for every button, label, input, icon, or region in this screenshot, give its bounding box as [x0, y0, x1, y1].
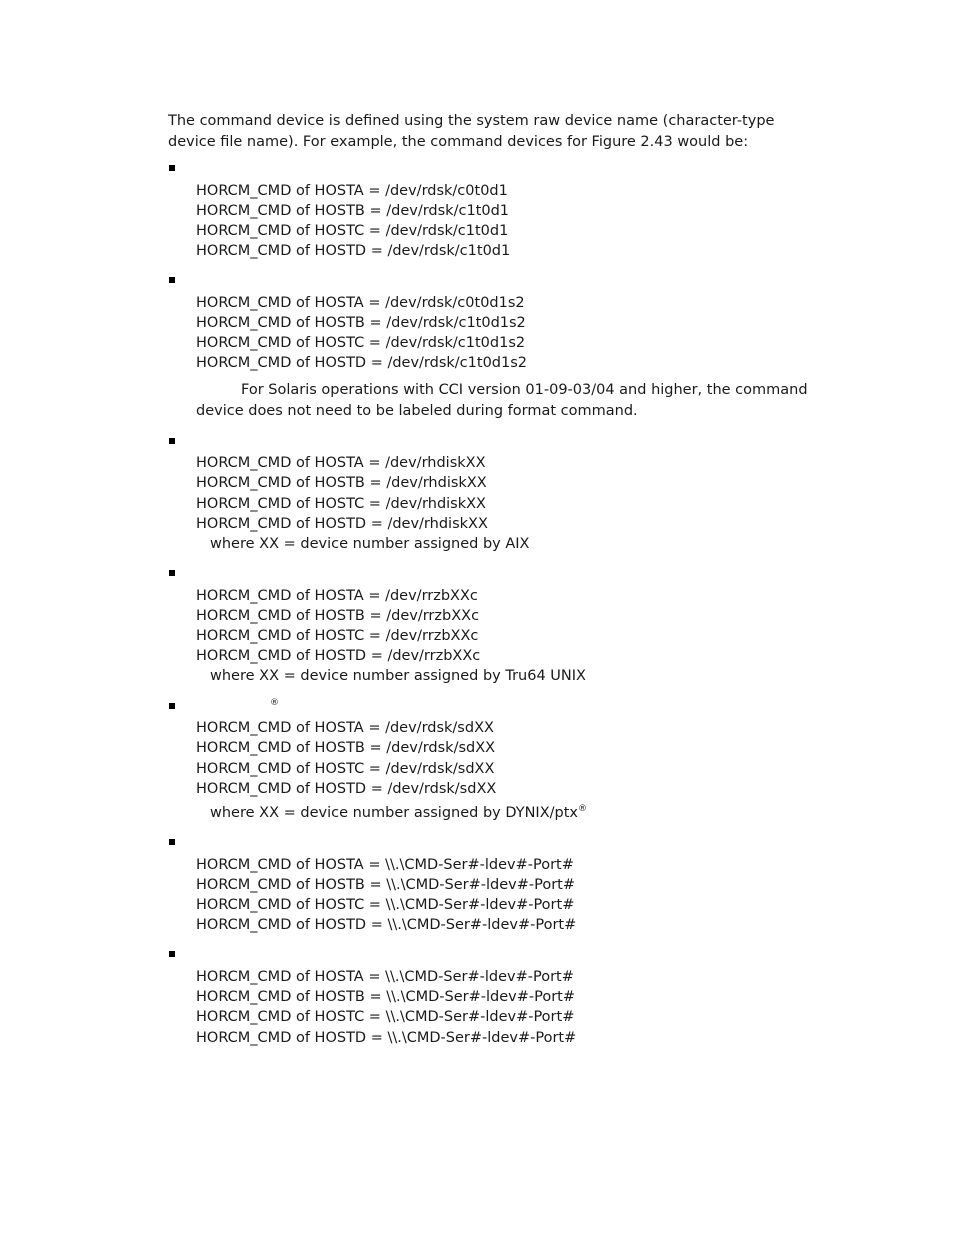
- command-line: HORCM_CMD of HOSTC = \\.\CMD-Ser#-ldev#-Port#: [196, 897, 575, 914]
- command-line: HORCM_CMD of HOSTB = \\.\CMD-Ser#-ldev#-Port#: [196, 989, 576, 1006]
- list-item: [168, 698, 808, 824]
- list-item-heading: [196, 565, 808, 586]
- list-item-heading: [196, 433, 808, 454]
- command-line: HORCM_CMD of HOSTC = /dev/rdsk/sdXX: [196, 760, 495, 777]
- command-line: HORCM_CMD of HOSTD = \\.\CMD-Ser#-ldev#-Port#: [196, 917, 577, 934]
- note-paragraph: [196, 380, 808, 422]
- list-item: [168, 834, 808, 935]
- command-line: HORCM_CMD of HOSTB = /dev/rdsk/c1t0d1: [196, 202, 510, 219]
- document-page: [168, 111, 808, 1059]
- list-item-heading: [196, 272, 808, 293]
- registered-mark: ®: [270, 697, 279, 708]
- command-line: HORCM_CMD of HOSTB = /dev/rrzbXXc: [196, 607, 480, 624]
- command-line: HORCM_CMD of HOSTA = /dev/rrzbXXc: [196, 587, 478, 604]
- square-bullet-icon: [169, 277, 175, 283]
- command-line: HORCM_CMD of HOSTC = /dev/rdsk/c1t0d1: [196, 222, 509, 239]
- list-item: [168, 160, 808, 261]
- list-item: [168, 272, 808, 421]
- registered-mark: ®: [578, 803, 588, 814]
- note-line: For Solaris operations with CCI version 01-09-03/04 and higher, the command: [241, 381, 808, 398]
- list-item-heading: [196, 698, 808, 719]
- command-line: HORCM_CMD of HOSTD = /dev/rdsk/c1t0d1s2: [196, 355, 528, 372]
- command-line: HORCM_CMD of HOSTA = /dev/rdsk/sdXX: [196, 720, 494, 737]
- command-line: HORCM_CMD of HOSTD = /dev/rdsk/c1t0d1: [196, 243, 511, 260]
- command-line: HORCM_CMD of HOSTC = /dev/rhdiskXX: [196, 495, 486, 512]
- command-line: HORCM_CMD of HOSTB = /dev/rhdiskXX: [196, 475, 487, 492]
- command-line: HORCM_CMD of HOSTD = /dev/rhdiskXX: [196, 515, 488, 532]
- command-line: HORCM_CMD of HOSTC = /dev/rdsk/c1t0d1s2: [196, 335, 526, 352]
- list-item: [168, 433, 808, 555]
- square-bullet-icon: [169, 839, 175, 845]
- list-item: [168, 946, 808, 1047]
- command-line: HORCM_CMD of HOSTC = /dev/rrzbXXc: [196, 628, 479, 645]
- command-line: HORCM_CMD of HOSTA = \\.\CMD-Ser#-ldev#-Port#: [196, 968, 574, 985]
- square-bullet-icon: [169, 703, 175, 709]
- intro-paragraph: The command device is defined using the system raw device name (character-type device file name). For example, the command devices for Figure 2.43 would be:: [168, 113, 775, 150]
- command-line: HORCM_CMD of HOSTB = /dev/rdsk/c1t0d1s2: [196, 315, 526, 332]
- square-bullet-icon: [169, 438, 175, 444]
- square-bullet-icon: [169, 165, 175, 171]
- command-line: HORCM_CMD of HOSTA = /dev/rhdiskXX: [196, 455, 486, 472]
- where-note: where XX = device number assigned by Tru64 UNIX: [210, 668, 586, 685]
- command-line: HORCM_CMD of HOSTC = \\.\CMD-Ser#-ldev#-Port#: [196, 1009, 575, 1026]
- where-note: where XX = device number assigned by DYNIX/ptx®: [210, 803, 588, 821]
- command-line: HORCM_CMD of HOSTB = /dev/rdsk/sdXX: [196, 740, 496, 757]
- list-item: [168, 565, 808, 687]
- command-line: HORCM_CMD of HOSTD = \\.\CMD-Ser#-ldev#-Port#: [196, 1029, 577, 1046]
- list-item-heading: [196, 946, 808, 967]
- where-note: where XX = device number assigned by AIX: [210, 535, 530, 552]
- square-bullet-icon: [169, 951, 175, 957]
- command-line: HORCM_CMD of HOSTB = \\.\CMD-Ser#-ldev#-Port#: [196, 876, 576, 893]
- command-line: HORCM_CMD of HOSTA = /dev/rdsk/c0t0d1s2: [196, 294, 525, 311]
- command-line: HORCM_CMD of HOSTD = /dev/rrzbXXc: [196, 648, 481, 665]
- list-item-heading: [196, 834, 808, 855]
- command-line: HORCM_CMD of HOSTA = /dev/rdsk/c0t0d1: [196, 182, 508, 199]
- command-line: HORCM_CMD of HOSTD = /dev/rdsk/sdXX: [196, 780, 497, 797]
- square-bullet-icon: [169, 570, 175, 576]
- list-item-heading: [196, 160, 808, 181]
- command-line: HORCM_CMD of HOSTA = \\.\CMD-Ser#-ldev#-Port#: [196, 856, 574, 873]
- note-line: device does not need to be labeled during format command.: [196, 402, 638, 419]
